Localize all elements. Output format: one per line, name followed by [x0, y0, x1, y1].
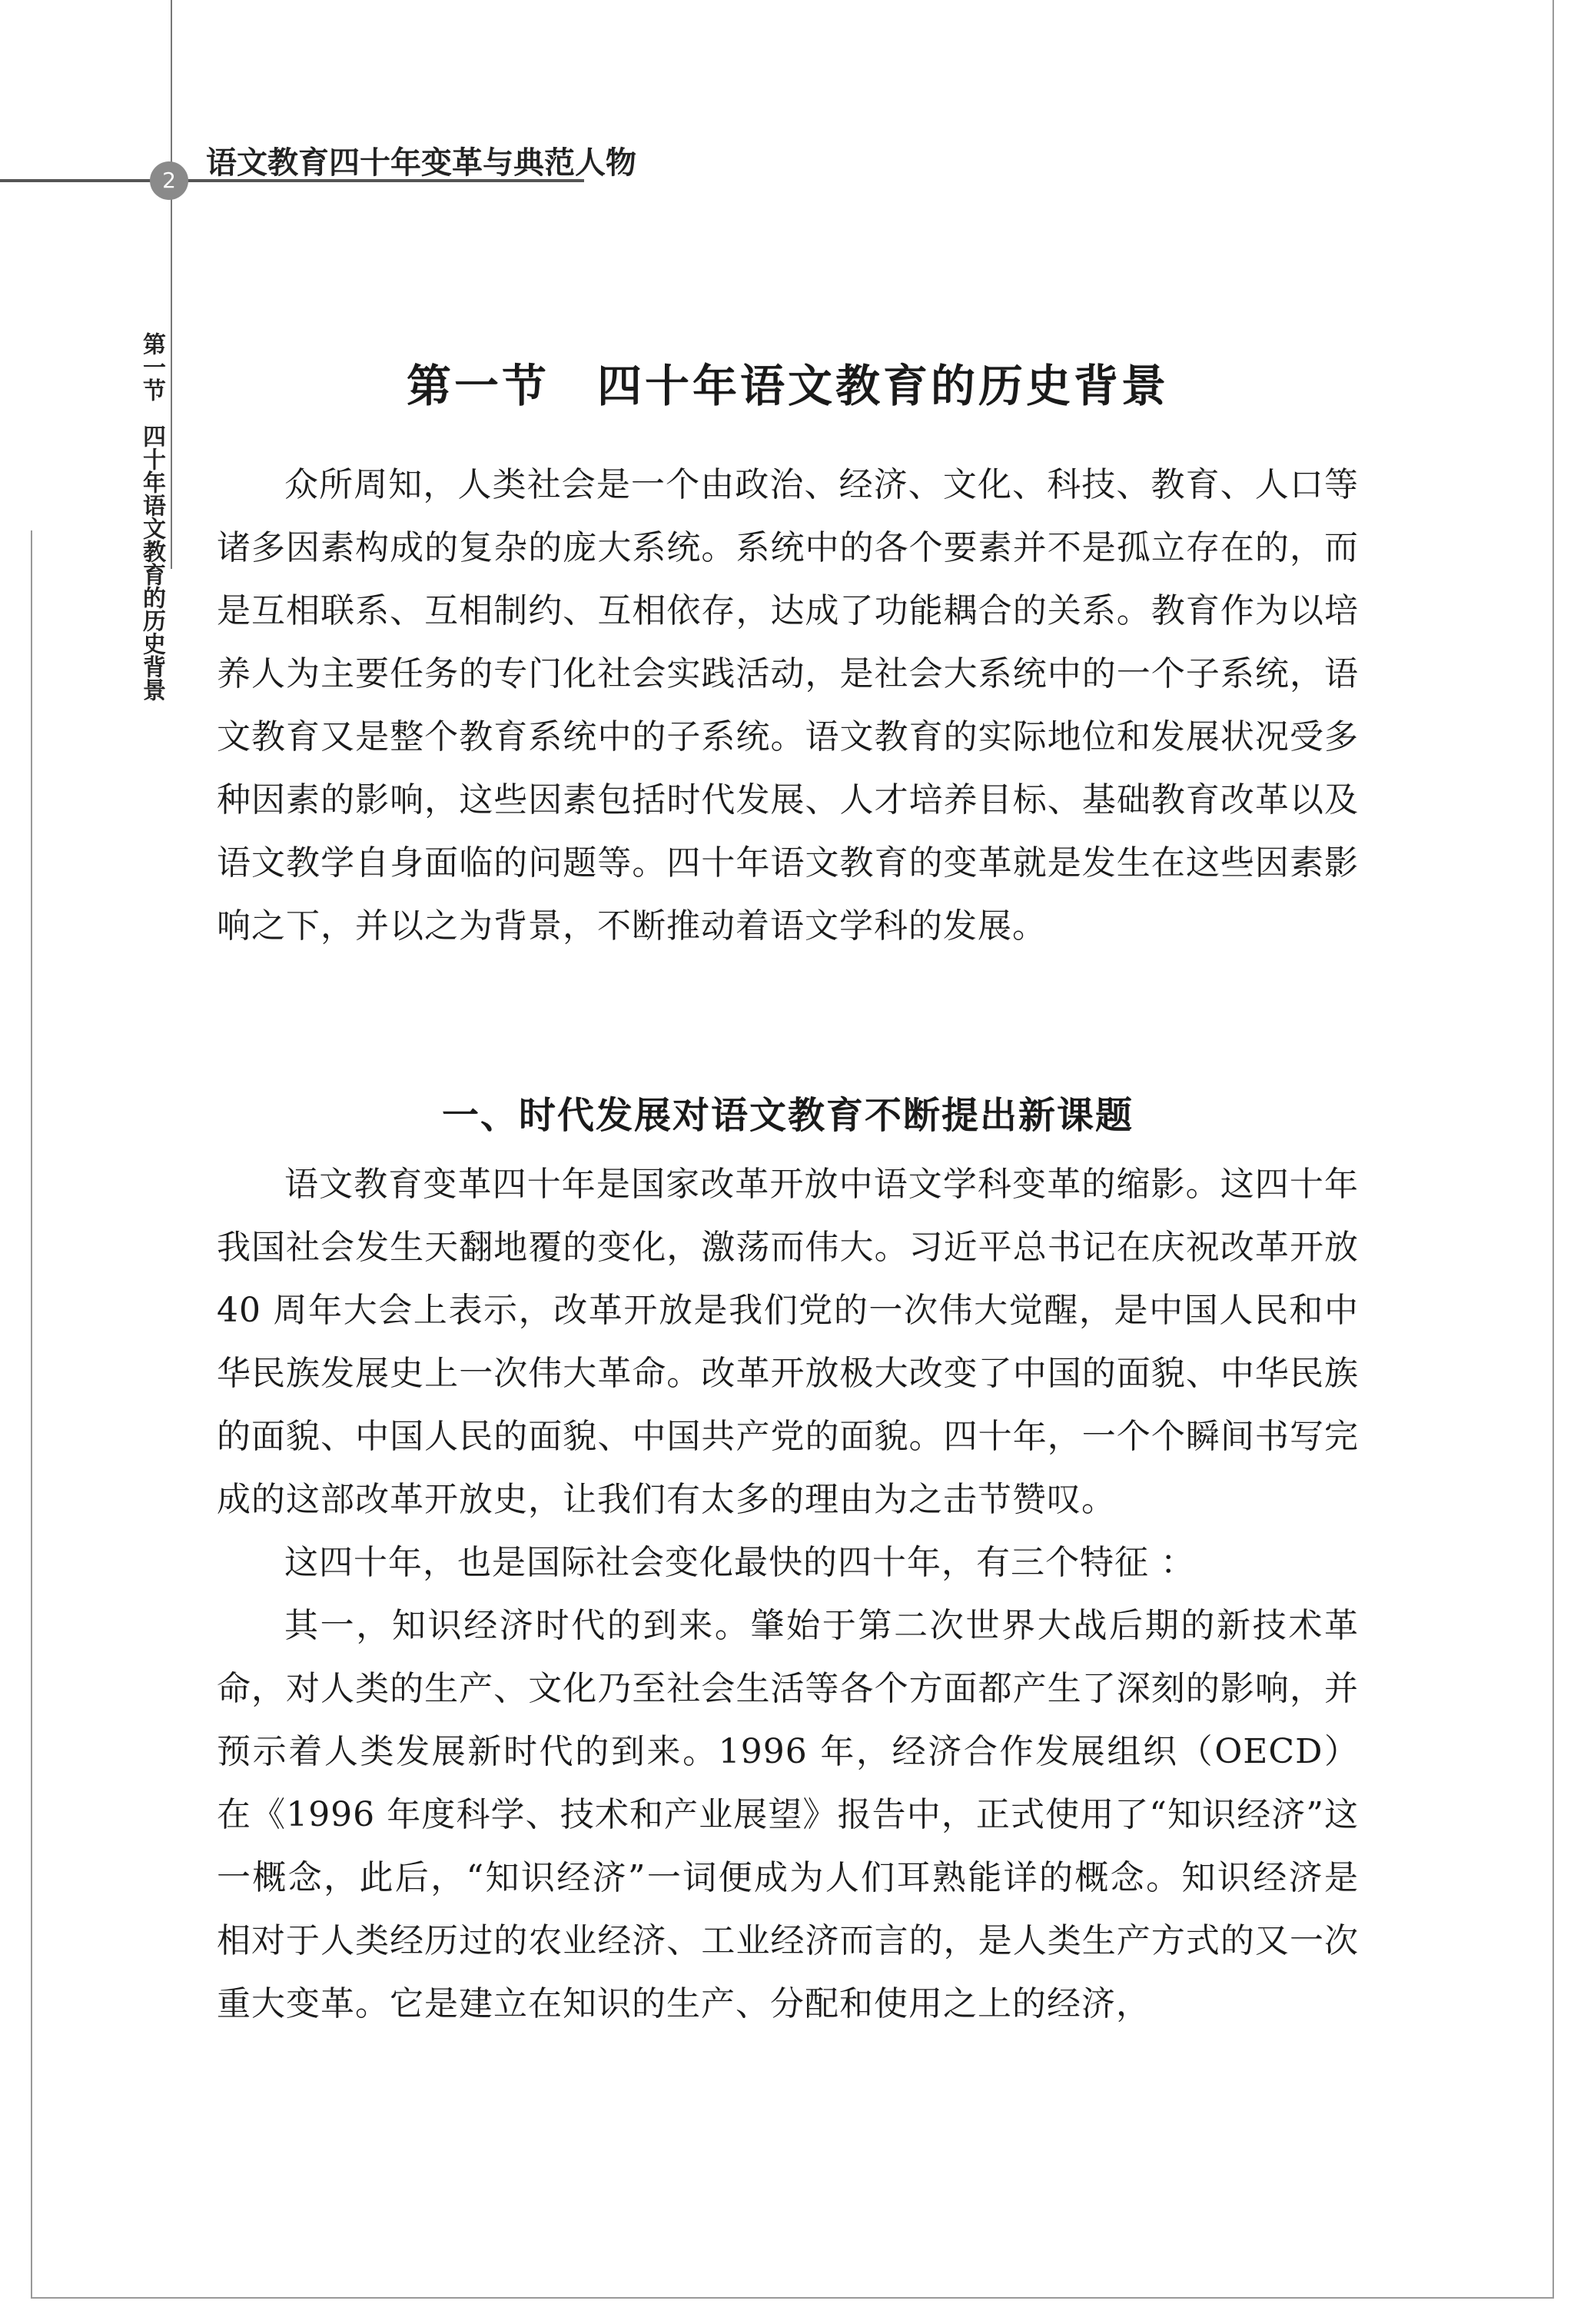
frame-line	[31, 530, 32, 2299]
side-tab-title: 四十年语文教育的历史背景	[138, 424, 165, 701]
paragraph: 语文教育变革四十年是国家改革开放中语文学科变革的缩影。这四十年我国社会发生天翻地覆的变化，激荡而伟大。习近平总书记在庆祝改革开放 40 周年大会上表示，改革开放是我们党的一次伟大觉醒，是中国人民和中华民族发展史上一次伟大革命。改革开放极大改变了中国的面貌、中华民族的面貌、中国人民的面貌、中国共产党的面貌。四十年，一个个瞬间书写完成的这部改革开放史，让我们有太多的理由为之击节赞叹。	[217, 1165, 1359, 1519]
intro-block	[217, 454, 1359, 958]
paragraph: 这四十年，也是国际社会变化最快的四十年，有三个特征 ：	[284, 1543, 1195, 1582]
side-tab	[128, 278, 166, 755]
frame-line	[171, 0, 172, 569]
running-title: 语文教育四十年变革与典范人物	[206, 145, 636, 181]
paragraph: 众所周知，人类社会是一个由政治、经济、文化、科技、教育、人口等诸多因素构成的复杂的庞大系统。系统中的各个要素并不是孤立存在的，而是互相联系、互相制约、互相依存，达成了功能耦合的关系。教育作为以培养人为主要任务的专门化社会实践活动，是社会大系统中的一个子系统，语文教育又是整个教育系统中的子系统。语文教育的实际地位和发展状况受多种因素的影响，这些因素包括时代发展、人才培养目标、基础教育改革以及语文教学自身面临的问题等。四十年语文教育的变革就是发生在这些因素影响之下，并以之为背景，不断推动着语文学科的发展。	[217, 465, 1359, 946]
subsection-title: 一、时代发展对语文教育不断提出新课题	[441, 1094, 1134, 1137]
side-tab-section: 第一节	[138, 332, 165, 401]
page-number: 2	[150, 161, 188, 200]
subsection-body	[217, 1153, 1359, 2036]
frame-line	[31, 2297, 1552, 2299]
frame-line	[1552, 0, 1554, 2299]
section-title: 第一节 四十年语文教育的历史背景	[406, 360, 1169, 412]
paragraph: 其一，知识经济时代的到来。肇始于第二次世界大战后期的新技术革命，对人类的生产、文化乃至社会生活等各个方面都产生了深刻的影响，并预示着人类发展新时代的到来。1996 年，经济合作发展组织（OECD）在《1996 年度科学、技术和产业展望》报告中，正式使用了“知识经济”这一概念，此后，“知识经济”一词便成为人们耳熟能详的概念。知识经济是相对于人类经历过的农业经济、工业经济而言的，是人类生产方式的又一次重大变革。它是建立在知识的生产、分配和使用之上的经济，	[217, 1606, 1359, 2023]
